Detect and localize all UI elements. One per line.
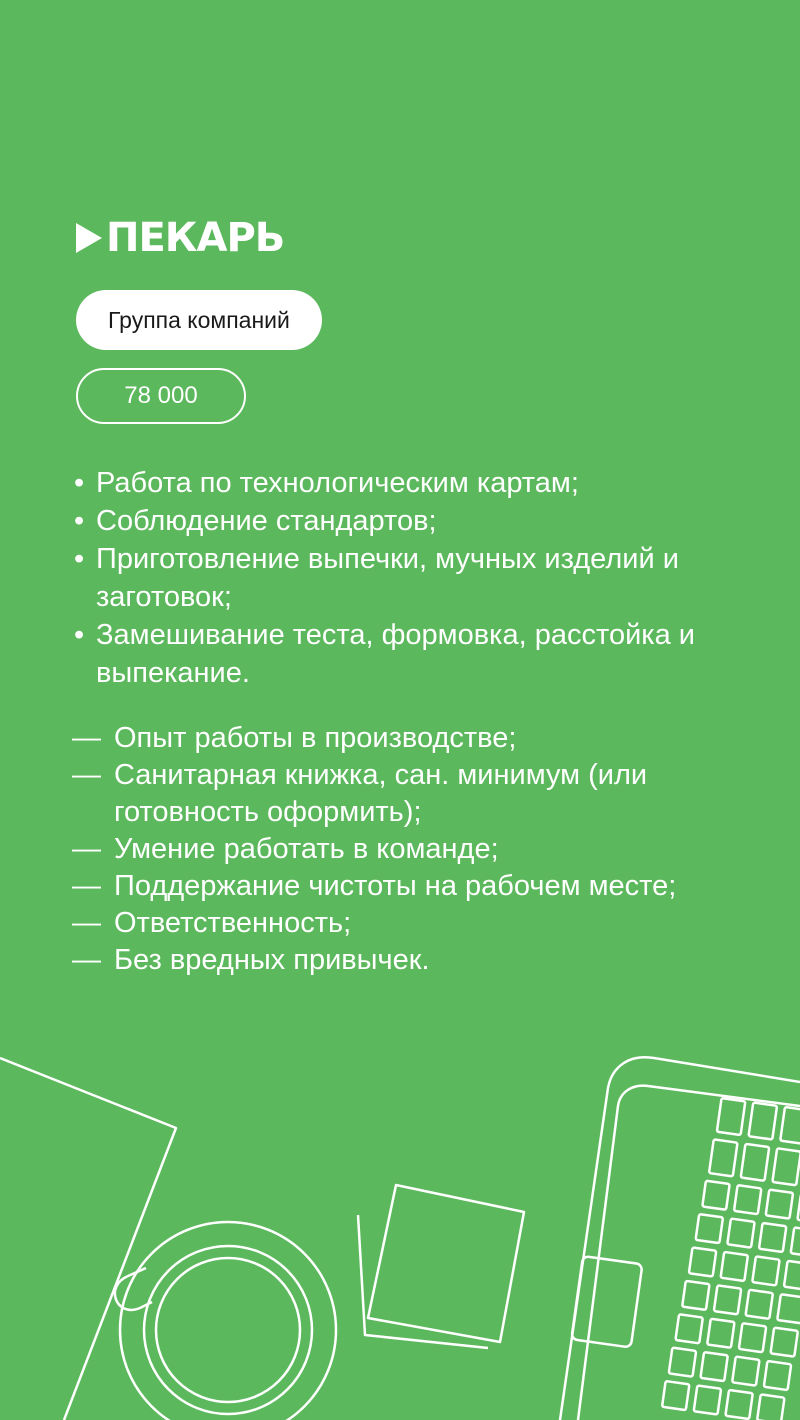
dash-icon: — — [72, 759, 101, 791]
company-badge — [76, 290, 322, 350]
requirement-item: — Умение работать в команде; — [72, 831, 772, 868]
job-title-text: ПЕКАРЬ — [106, 215, 285, 261]
salary-value: 78 000 — [124, 382, 198, 409]
duties-list — [74, 464, 774, 692]
desk-illustration — [0, 1040, 800, 1420]
duty-item: • Работа по технологическим картам; — [74, 464, 774, 502]
laptop-icon — [560, 1057, 800, 1420]
dash-icon: — — [72, 907, 101, 939]
requirement-item: — Санитарная книжка, сан. минимум (или готовность оформить); — [72, 759, 648, 828]
salary-badge — [76, 368, 246, 424]
requirement-item: — Ответственность; — [72, 905, 772, 942]
coffee-cup-icon — [115, 1222, 336, 1420]
bullet-icon: • — [74, 505, 85, 537]
requirement-item: — Без вредных привычек. — [72, 942, 772, 979]
duty-item: • Замешивание теста, формовка, расстойка и выпекание. — [74, 616, 774, 692]
bullet-icon: • — [74, 467, 85, 499]
notebook-icon — [0, 1058, 176, 1420]
bullet-icon: • — [74, 619, 85, 651]
job-title — [76, 214, 284, 262]
duty-item: • Приготовление выпечки, мучных изделий и заготовок; — [74, 540, 774, 616]
dash-icon: — — [72, 833, 101, 865]
dash-icon: — — [72, 870, 101, 902]
requirement-item: — Поддержание чистоты на рабочем месте; — [72, 868, 772, 905]
bullet-icon: • — [74, 543, 85, 575]
company-label: Группа компаний — [108, 306, 290, 333]
dash-icon: — — [72, 722, 101, 754]
dash-icon: — — [72, 944, 101, 976]
duty-item: • Соблюдение стандартов; — [74, 502, 774, 540]
sticky-notes-icon — [358, 1185, 524, 1348]
requirements-list — [72, 720, 772, 979]
play-arrow-icon — [76, 223, 102, 253]
requirement-item: — Опыт работы в производстве; — [72, 720, 772, 757]
